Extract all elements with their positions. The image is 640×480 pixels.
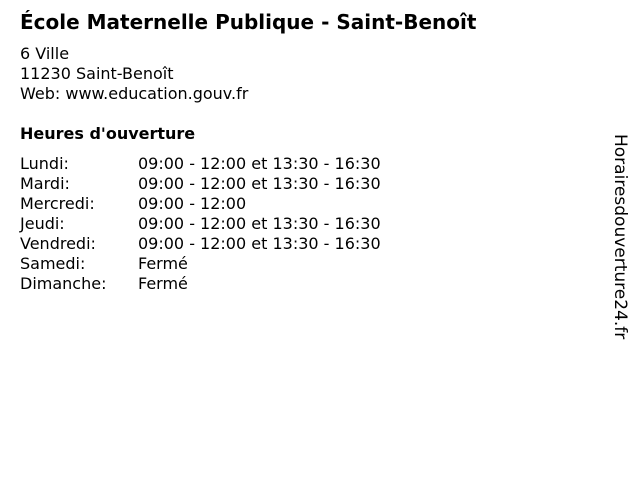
day-hours: 09:00 - 12:00 [138,194,247,213]
hours-heading: Heures d'ouverture [20,124,196,143]
day-label: Jeudi: [20,214,65,233]
hours-row-dimanche [20,274,381,294]
day-hours: 09:00 - 12:00 et 13:30 - 16:30 [138,214,381,233]
day-label: Mardi: [20,174,70,193]
address-street: 6 Ville [20,44,70,63]
hours-row-mardi [20,174,381,194]
day-label: Samedi: [20,254,86,273]
address-city: 11230 Saint-Benoît [20,64,174,83]
day-label: Lundi: [20,154,69,173]
hours-row-lundi [20,154,381,174]
hours-row-samedi [20,254,381,274]
address-block [20,44,248,104]
day-hours: 09:00 - 12:00 et 13:30 - 16:30 [138,174,381,193]
hours-row-mercredi [20,194,381,214]
website-link[interactable]: Web: www.education.gouv.fr [20,84,249,103]
day-hours: 09:00 - 12:00 et 13:30 - 16:30 [138,154,381,173]
hours-row-vendredi [20,234,381,254]
day-label: Mercredi: [20,194,95,213]
day-label: Dimanche: [20,274,107,293]
brand-watermark: Horairesdouverture24.fr [610,134,630,340]
page-title: École Maternelle Publique - Saint-Benoît [20,10,477,34]
day-hours: 09:00 - 12:00 et 13:30 - 16:30 [138,234,381,253]
hours-table [20,154,381,294]
hours-row-jeudi [20,214,381,234]
day-hours: Fermé [138,274,188,293]
day-label: Vendredi: [20,234,96,253]
day-hours: Fermé [138,254,188,273]
